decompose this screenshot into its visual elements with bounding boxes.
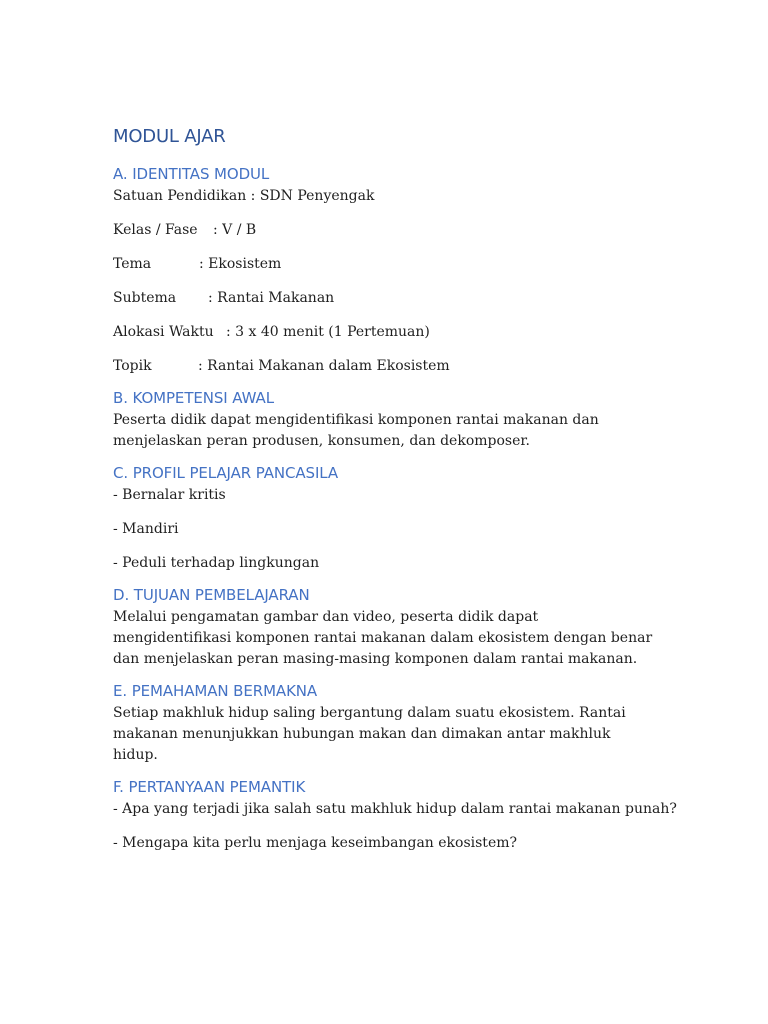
section-heading-identitas: A. IDENTITAS MODUL (113, 165, 270, 183)
identity-label: Satuan Pendidikan (113, 188, 247, 204)
section-heading-tujuan: D. TUJUAN PEMBELAJARAN (113, 586, 310, 604)
section-heading-pertanyaan: F. PERTANYAAN PEMANTIK (113, 778, 306, 796)
identity-label: Kelas / Fase (113, 222, 198, 238)
identity-value: Rantai Makanan dalam Ekosistem (207, 358, 450, 374)
identity-label: Topik (113, 358, 152, 374)
identity-separator: : (198, 358, 208, 374)
identity-label: Subtema (113, 290, 177, 306)
identity-row-satuan-pendidikan (113, 186, 653, 207)
identity-separator: : (208, 290, 218, 306)
section-pemahaman-bermakna (113, 681, 653, 766)
profil-item: - Bernalar kritis (113, 487, 226, 503)
identity-value: Rantai Makanan (217, 290, 335, 306)
section-pertanyaan-pemantik (113, 777, 677, 854)
section-profil-pelajar (113, 463, 653, 574)
pertanyaan-item: - Apa yang terjadi jika salah satu makhluk hidup dalam rantai makanan punah? (113, 801, 677, 817)
identity-separator: : (226, 324, 236, 340)
identity-value: Ekosistem (208, 256, 282, 272)
section-heading-pemahaman: E. PEMAHAMAN BERMAKNA (113, 682, 318, 700)
identity-row-subtema (113, 288, 653, 309)
document-title: MODUL AJAR (113, 126, 226, 147)
section-heading-kompetensi: B. KOMPETENSI AWAL (113, 389, 274, 407)
identity-label: Alokasi Waktu (113, 324, 214, 340)
tujuan-paragraph: Melalui pengamatan gambar dan video, peserta didik dapat mengidentifikasi komponen rantai makanan dalam ekosistem dengan benar dan menjelaskan peran masing-masing komponen dalam rantai makanan. (113, 609, 653, 667)
identity-separator: : (213, 222, 223, 238)
identity-separator: : (246, 188, 260, 204)
identity-label: Tema (113, 256, 152, 272)
pemahaman-paragraph: Setiap makhluk hidup saling bergantung dalam suatu ekosistem. Rantai makanan menunjukkan hubungan makan dan dimakan antar makhluk hidup. (113, 705, 626, 763)
identity-value: 3 x 40 menit (1 Pertemuan) (235, 324, 430, 340)
kompetensi-paragraph: Peserta didik dapat mengidentifikasi komponen rantai makanan dan menjelaskan peran produsen, konsumen, dan dekomposer. (113, 412, 599, 449)
identity-row-alokasi-waktu (113, 322, 653, 343)
identity-value: V / B (222, 222, 257, 238)
profil-item: - Mandiri (113, 521, 179, 537)
identity-row-tema (113, 254, 653, 275)
identity-value: SDN Penyengak (259, 188, 375, 204)
identity-separator: : (199, 256, 209, 272)
identity-row-kelas-fase (113, 220, 653, 241)
profil-item: - Peduli terhadap lingkungan (113, 555, 320, 571)
section-tujuan-pembelajaran (113, 585, 653, 670)
pertanyaan-item: - Mengapa kita perlu menjaga keseimbangan ekosistem? (113, 835, 518, 851)
identity-row-topik (113, 356, 653, 377)
section-heading-profil: C. PROFIL PELAJAR PANCASILA (113, 464, 339, 482)
section-identitas-modul (113, 164, 653, 377)
section-kompetensi-awal (113, 388, 653, 452)
document-body (113, 124, 677, 865)
